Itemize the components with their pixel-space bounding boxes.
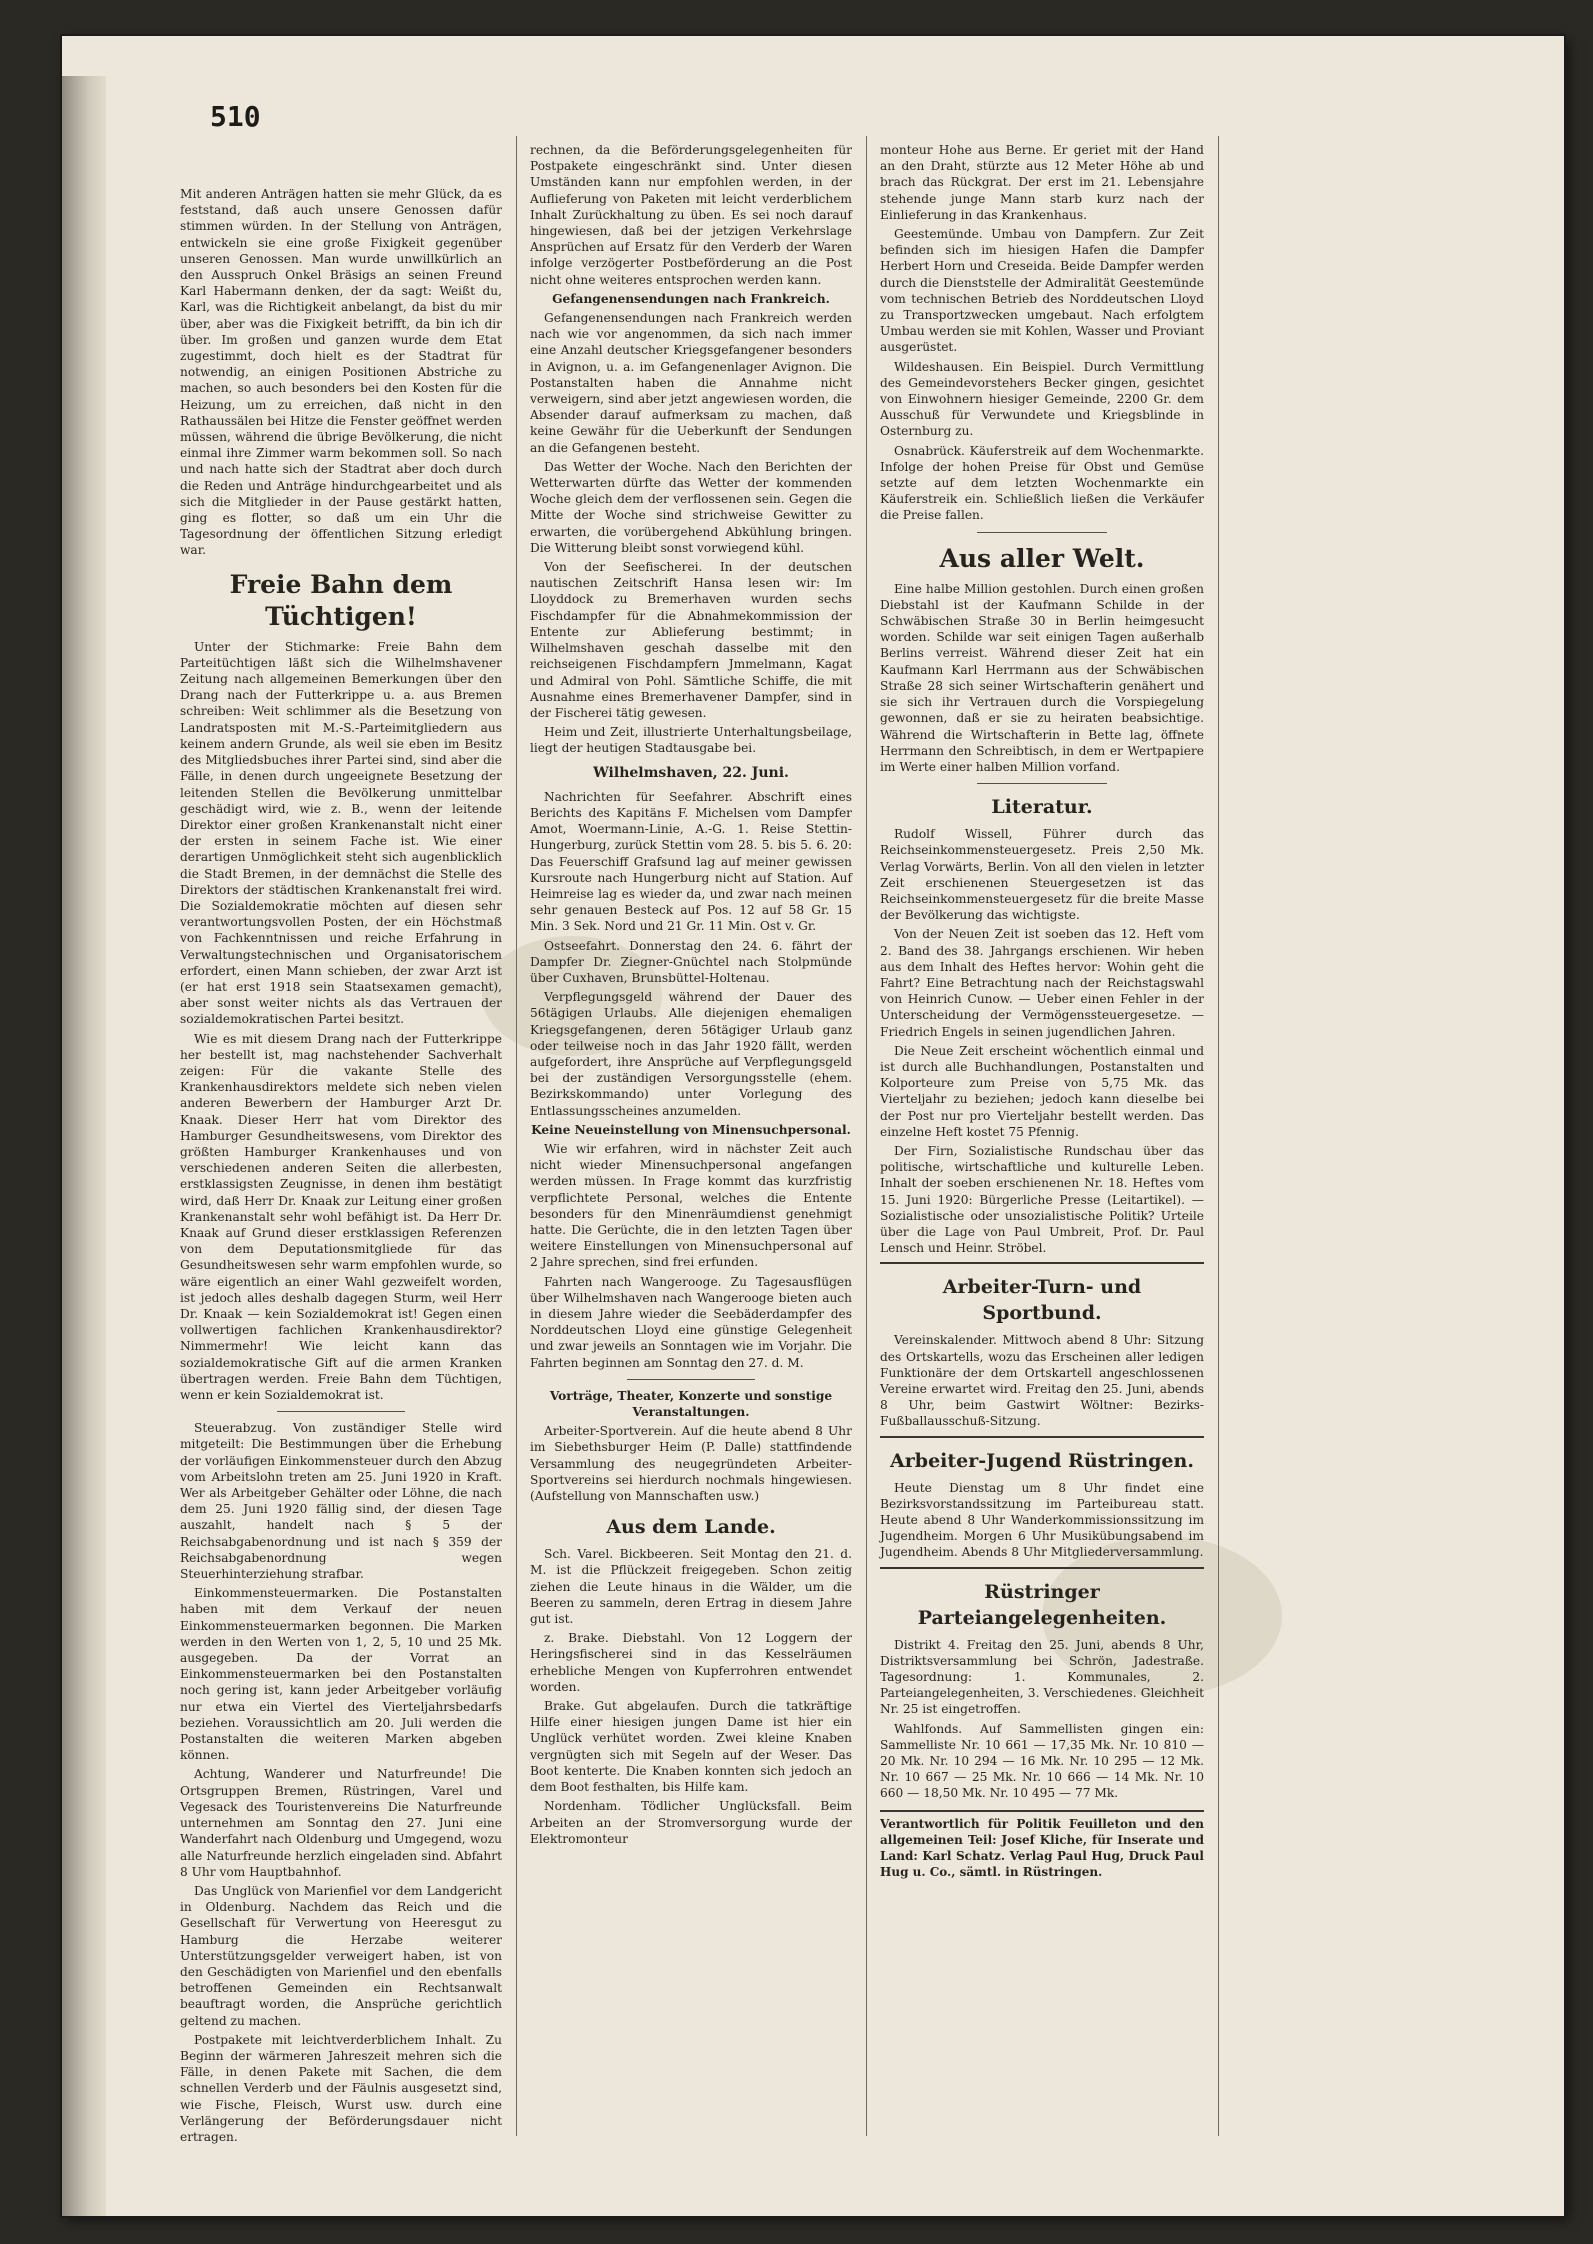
headline: Rüstringer Parteiangelegenheiten. [917, 1580, 1167, 1629]
subheading: Gefangenensendungen nach Frankreich. [552, 291, 830, 306]
article-text: rechnen, da die Beförderungsgelegenheiten für Postpakete eingeschränkt sind. Unter diesen Umständen kann nur empfohlen werden, in der Auflieferung von Paketen mit leicht verderblichem Inhalt Zurückhaltung zu üben. Es sei noch darauf hingewiesen, daß bei der jetzigen Verkehrslage Ansprüchen auf Ersatz für den Verderb der Waren infolge verzögerter Postbeförderung an die Post nicht ohne weiteres entsprochen werden kann. [530, 143, 852, 287]
section-rule [880, 1436, 1204, 1438]
headline: Arbeiter-Turn- und Sportbund. [942, 1276, 1142, 1325]
headline: Arbeiter-Jugend Rüstringen. [890, 1449, 1194, 1472]
article-text: Sch. Varel. Bickbeeren. Seit Montag den 21. d. M. ist die Pflückzeit freigegeben. Schon zeitig ziehen die Leute hinaus in die Wälder, um die Beeren zu sammeln, deren Ertrag in diesem Jahre gut ist. [530, 1547, 852, 1627]
column-rule [1218, 136, 1219, 2136]
article-text: Verpflegungsgeld während der Dauer des 56tägigen Urlaubs. Alle diejenigen ehemaligen Kriegsgefangenen, deren 56tägiger Urlaub ganz oder teilweise noch in das Jahr 1920 fällt, werden aufgefordert, ihre Ansprüche auf Verpflegungsgeld bei der zuständigen Versorgungsstelle (ehem. Bezirkskommando) unter Vorlegung des Entlassungsscheines anzumelden. [530, 990, 852, 1118]
article-text: Heute Dienstag um 8 Uhr findet eine Bezirksvorstandssitzung im Parteibureau statt. Heute abend 8 Uhr Wanderkommissionssitzung im Jugendheim. Morgen 6 Uhr Musikübungsabend im Jugendheim. Abends 8 Uhr Mitgliederversammlung. [880, 1480, 1204, 1560]
article-text: Distrikt 4. Freitag den 25. Juni, abends 8 Uhr, Distriktsversammlung bei Schrön, Jadestraße. Tagesordnung: 1. Kommunales, 2. Parteiangelegenheiten, 3. Verschiedenes. Gleichheit Nr. 25 ist eingetroffen. [880, 1637, 1204, 1717]
divider [627, 1379, 756, 1380]
article-text: Rudolf Wissell, Führer durch das Reichseinkommensteuergesetz. Preis 2,50 Mk. Verlag Vorwärts, Berlin. Von all den vielen in letzter Zeit erschienenen Steuergesetzen ist das Reichseinkommensteuergesetz für die breite Masse der Bevölkerung das wichtigste. [880, 827, 1204, 923]
column-3 [880, 142, 1204, 2126]
article-text: Nordenham. Tödlicher Unglücksfall. Beim Arbeiten an der Stromversorgung wurde der Elektromonteur [530, 1799, 852, 1846]
subheading: Vorträge, Theater, Konzerte und sonstige Veranstaltungen. [549, 1388, 833, 1420]
article-text: Das Unglück von Marienfiel vor dem Landgericht in Oldenburg. Nachdem das Reich und die Gesellschaft für Verwertung von Heeresgut zu Hamburg die Herzabe weiterer Unterstützungsgelder verweigert haben, ist von den Geschädigten von Marienfiel und den ebenfalls betroffenen Gemeinden ein Rechtsanwalt beauftragt worden, die Ansprüche gerichtlich geltend zu machen. [180, 1883, 502, 2028]
article-text: Wahlfonds. Auf Sammellisten gingen ein: Sammelliste Nr. 10 661 — 17,35 Mk. Nr. 10 810 — 20 Mk. Nr. 10 294 — 16 Mk. Nr. 10 295 — 12 Mk. Nr. 10 667 — 25 Mk. Nr. 10 666 — 14 Mk. Nr. 10 660 — 18,50 Mk. Nr. 10 495 — 77 Mk. [880, 1721, 1204, 1801]
article-text: Wie es mit diesem Drang nach der Futterkrippe her bestellt ist, mag nachstehender Sachverhalt zeigen: Für die vakante Stelle des Krankenhausdirektors meldete sich neben vielen anderen Bewerbern der Hamburger Arzt Dr. Knaak. Dieser Herr hat vom Direktor des Hamburger Gesundheitswesens, vom Direktor des größten Hamburger Krankenhauses und von verschiedenen anderen Seiten die allerbesten, erstklassigsten Zeugnisse, in denen ihm bestätigt wird, daß Herr Dr. Knaak zur Leitung einer großen Krankenanstalt sehr wohl befähigt ist. Da Herr Dr. Knaak auf Grund dieser erstklassigen Referenzen von dem Deputationsmitgliede für das Gesundheitswesen sehr warm empfohlen wurde, so wäre eigentlich an einer Wahl gezweifelt worden, ist jedoch alles deshalb dagegen Sturm, weil Herr Dr. Knaak — kein Sozialdemokrat ist! Gegen einen vollwertigen fachlichen Krankenhausdirektor? Nimmermehr! Wie leicht kann das sozialdemokratische Gift auf die armen Kranken übertragen werden. Freie Bahn dem Tüchtigen, wenn er kein Sozialdemokrat ist. [180, 1031, 502, 1403]
article-text: Heim und Zeit, illustrierte Unterhaltungsbeilage, liegt der heutigen Stadtausgabe bei. [530, 725, 852, 756]
page-number: 510 [210, 100, 261, 133]
article-text: monteur Hohe aus Berne. Er geriet mit der Hand an den Draht, stürzte aus 12 Meter Höhe ab und brach das Rückgrat. Der erst im 21. Lebensjahre stehende junge Mann starb kurz nach der Einlieferung in das Krankenhaus. [880, 143, 1204, 222]
column-2 [530, 142, 852, 2126]
article-text: z. Brake. Diebstahl. Von 12 Loggern der Heringsfischerei sind in das Kesselräumen erhebliche Mengen von Kupferrohren entwendet worden. [530, 1631, 852, 1694]
article-text: Eine halbe Million gestohlen. Durch einen großen Diebstahl ist der Kaufmann Schilde in der Schwäbischen Straße 30 in Berlin heimgesucht worden. Schilde war seit einigen Tagen außerhalb Berlins verreist. Während dieser Zeit hat ein Kaufmann Karl Herrmann aus der Schwäbischen Straße 28 sich seiner Wirtschafterin genähert und sie sich ihr Vertrauen durch die Vorspiegelung gewonnen, daß er sie zu heiraten beabsichtige. Während die Wirtschafterin in Bette lag, öffnete Herrmann den Schreibtisch, in dem er Wertpapiere im Werte einer halben Million vorfand. [880, 581, 1204, 774]
article-text: Postpakete mit leichtverderblichem Inhalt. Zu Beginn der wärmeren Jahreszeit mehren sich die Fälle, in denen Pakete mit Sachen, die dem schnellen Verderb und der Fäulnis ausgesetzt sind, wie Fische, Fleisch, Wurst usw. durch eine Verlängerung der Beförderungsdauer nicht ertragen. [180, 2032, 502, 2144]
article-text: Fahrten nach Wangerooge. Zu Tagesausflügen über Wilhelmshaven nach Wangerooge bieten auch in diesem Jahre wieder die Seebäderdampfer des Norddeutschen Lloyd eine günstige Gelegenheit und zwar jeweils an Sonntagen wie im Vorjahr. Die Fahrten beginnen am Sonntag den 27. d. M. [530, 1274, 852, 1370]
article-text: Geestemünde. Umbau von Dampfern. Zur Zeit befinden sich im hiesigen Hafen die Dampfer Herbert Horn und Creseida. Beide Dampfer werden durch die Dienststelle der Admiralität Geestemünde vom technischen Betrieb des Norddeutschen Lloyd zu Transportzwecken umgebaut. Nach erfolgtem Umbau werden sie mit Kohlen, Wasser und Proviant ausgerüstet. [880, 227, 1204, 355]
article-text: Brake. Gut abgelaufen. Durch die tatkräftige Hilfe einer hiesigen jungen Dame ist hier ein Unglück verhütet worden. Zwei kleine Knaben vergnügten sich mit Segeln auf der Weser. Das Boot kenterte. Die Knaben konnten sich jedoch an dem Boot festhalten, bis Hilfe kam. [530, 1699, 852, 1795]
article-text: Von der Seefischerei. In der deutschen nautischen Zeitschrift Hansa lesen wir: Im Lloyddock zu Bremerhaven wurden sechs Fischdampfer für die Abnahmekommission der Entente zur Ablieferung bestimmt; in Wilhelmshaven geschah dasselbe mit den reichseigenen Fischdampfern Jmmelmann, Kagat und Admiral von Pohl. Sämtliche Schiffe, die mit Ausnahme eines Bremerhavener Dampfer, sind in der Fischerei tätig gewesen. [530, 560, 852, 720]
headline: Literatur. [991, 796, 1093, 819]
article-text: Der Firn, Sozialistische Rundschau über das politische, wirtschaftliche und kulturelle Leben. Inhalt der soeben erschienenen Nr. 18. Heftes vom 15. Juni 1920: Bürgerliche Presse (Leitartikel). — Sozialistische oder unsozialistische Politik? Urteile über die Lage von Paul Umbreit, Prof. Dr. Paul Lensch und Heinr. Ströbel. [880, 1143, 1204, 1256]
article-text: Gefangenensendungen nach Frankreich werden nach wie vor angenommen, da sich nach immer eine Anzahl deutscher Kriegsgefangener besonders in Avignon, u. a. im Gefangenenlager Avignon. Die Postanstalten haben die Annahme nicht verweigern, sind aber jetzt angewiesen worden, die Absender darauf aufmerksam zu machen, daß keine Gewähr für die Ueberkunft der Sendungen an die Gefangenen besteht. [530, 311, 852, 455]
article-text: Von der Neuen Zeit ist soeben das 12. Heft vom 2. Band des 38. Jahrgangs erschienen. Wir heben aus dem Inhalt des Heftes hervor: Wohin geht die Fahrt? Eine Betrachtung nach der Reichstagswahl von Heinrich Cunow. — Ueber einen Fehler in der Unterscheidung der Vermögenssteuergesetze. — Friedrich Engels in seinen jugendlichen Jahren. [880, 927, 1204, 1039]
article-text: Arbeiter-Sportverein. Auf die heute abend 8 Uhr im Siebethsburger Heim (P. Dalle) stattfindende Versammlung des neugegründeten Arbeiter-Sportvereins sei hierdurch nochmals hingewiesen. (Aufstellung von Mannschaften usw.) [530, 1424, 852, 1504]
article-text: Steuerabzug. Von zuständiger Stelle wird mitgeteilt: Die Bestimmungen über die Erhebung der vorläufigen Einkommensteuer durch den Abzug vom Arbeitslohn treten am 25. Juni 1920 in Kraft. Wer als Arbeitgeber Gehälter oder Löhne, die nach dem 25. Juni 1920 fällig sind, der diesen Tage auszahlt, handelt nach § 5 der Reichsabgabenordnung und ist nach § 359 der Reichsabgabenordnung wegen Steuerhinterziehung strafbar. [180, 1421, 502, 1582]
article-text: Einkommensteuermarken. Die Postanstalten haben mit dem Verkauf der neuen Einkommensteuermarken begonnen. Die Marken werden in den Werten von 1, 2, 5, 10 und 25 Mk. ausgegeben. Da der Vorrat an Einkommensteuermarken bei den Postanstalten noch gering ist, kann jeder Arbeitgeber vorläufig nur etwa ein Viertel des Vierteljahrsbedarfs beziehen. Voraussichtlich am 20. Juli werden die Postanstalten die weiteren Marken abgeben können. [180, 1586, 502, 1763]
headline: Aus dem Lande. [606, 1516, 776, 1539]
article-text: Mit anderen Anträgen hatten sie mehr Glück, da es feststand, daß auch unsere Genossen dafür stimmen würden. In der Stellung von Anträgen, entwickeln sie eine große Fixigkeit gegenüber unseren Genossen. Man wurde unwillkürlich an den Ausspruch Onkel Bräsigs an seinen Freund Karl Habermann denken, der da sagt: Weißt du, Karl, was die Richtigkeit anbelangt, da bist du mir über, aber was die Fixigkeit betrifft, da bin ich dir über. Im großen und ganzen wurde dem Etat zugestimmt, doch hielt es der Stadtrat für notwendig, an einigen Positionen Abstriche zu machen, so auch besonders bei den Kosten für die Heizung, um zu erreichen, daß nicht in den Rathaussälen bei Hitze die Fenster geöffnet werden müssen, während die übrige Bevölkerung, die nicht einmal ihre Zimmer warm bekommen soll. So nach und nach hatte sich der Stadtrat aber doch durch die Reden und Anträge hindurchgearbeitet und als sich die Mitglieder in der Pause gestärkt hatten, ging es flotter, so daß um ein Uhr die Tagesordnung der öffentlichen Sitzung erledigt war. [180, 187, 502, 558]
article-text: Wie wir erfahren, wird in nächster Zeit auch nicht wieder Minensuchpersonal angefangen werden müssen. In Frage kommt das kurzfristig verpflichtete Personal, welches die Entente besonders für den Minenräumdienst genehmigt hatte. Die Gerüchte, die in den letzten Tagen über weitere Einstellungen von Minensuchpersonal auf 2 Jahre sprechen, sind frei erfunden. [530, 1141, 852, 1270]
article-text: Wildeshausen. Ein Beispiel. Durch Vermittlung des Gemeindevorstehers Becker gingen, gesichtet von Einwohnern hiesiger Gemeinde, 2200 Gr. dem Ausschuß für Verwundete und Kriegsblinde in Osternburg zu. [880, 359, 1204, 439]
article-text: Achtung, Wanderer und Naturfreunde! Die Ortsgruppen Bremen, Rüstringen, Varel und Vegesack des Touristenvereins Die Naturfreunde unternehmen am Sonntag den 27. Juni eine Wanderfahrt nach Oldenburg und Umgegend, wozu alle Naturfreunde herzlich eingeladen sind. Abfahrt 8 Uhr vom Hauptbahnhof. [180, 1767, 502, 1879]
article-text: Osnabrück. Käuferstreik auf dem Wochenmarkte. Infolge der hohen Preise für Obst und Gemüse setzte auf dem letzten Wochenmarkte ein Käuferstreik ein. Schließlich ließen die Verkäufer die Preise fallen. [880, 443, 1204, 523]
divider [977, 532, 1107, 533]
divider [977, 783, 1107, 784]
section-rule [880, 1567, 1204, 1569]
article-text: Unter der Stichmarke: Freie Bahn dem Parteitüchtigen läßt sich die Wilhelmshavener Zeitung nach allgemeinen Bemerkungen über den Drang nach der Futterkrippe u. a. aus Bremen schreiben: Weit schlimmer als die Besetzung von Landratsposten mit M.-S.-Parteimitgliedern aus keinem andern Grunde, als weil sie eben im Besitz des Mitgliedsbuches ihrer Partei sind, sind aber die Fälle, in denen durch ungeeignete Besetzung der leitenden Stellen die Bevölkerung unmittelbar geschädigt wird, wie z. B., wenn der leitende Direktor einer großen Krankenanstalt nicht einer der ersten in seinem Fache ist. Wie einer derartigen Unmöglichkeit steht sich augenblicklich die Stadt Bremen, in der demnächst die Stelle des Direktors der städtischen Krankenanstalt frei wird. Die Sozialdemokratie möchten auf diesen sehr verantwortungsvollen Posten, der ein Höchstmaß von Fachkenntnissen und reiche Erfahrung in Verwaltungstechnischen und Organisatorischem erfordert, einen Mann schieben, der zwar Arzt ist (er hat erst 1918 sein Staatsexamen gemacht), aber sonst weiter nichts als das Vertrauen der sozialdemokratischen Partei besitzt. [180, 639, 502, 1027]
page-binding-edge [62, 76, 106, 2216]
article-text: Nachrichten für Seefahrer. Abschrift eines Berichts des Kapitäns F. Michelsen vom Dampfer Amot, Woermann-Linie, A.-G. 1. Reise Stettin-Hungerburg, zurück Stettin vom 28. 5. bis 5. 6. 20: Das Feuerschiff Grafsund lag auf meiner gewissen Kursroute nach Hungerburg nicht auf Station. Auf Heimreise lag es wieder da, und zwar nach meinen sehr genauen Besteck auf Pos. 12 auf 58 Gr. 15 Min. 3 Sek. Nord und 21 Gr. 11 Min. Ost v. Gr. [530, 789, 852, 934]
newspaper-page [62, 36, 1564, 2216]
headline: Freie Bahn dem Tüchtigen! [229, 569, 453, 631]
article-text: Vereinskalender. Mittwoch abend 8 Uhr: Sitzung des Ortskartells, wozu das Erscheinen aller ledigen Funktionäre der dem Ortskartell angeschlossenen Vereine erwartet wird. Freitag den 25. Juni, abends 8 Uhr, beim Gastwirt Wöltner: Bezirks-Fußballausschuß-Sitzung. [880, 1333, 1204, 1429]
article-text: Die Neue Zeit erscheint wöchentlich einmal und ist durch alle Buchhandlungen, Postanstalten und Kolporteure zum Preise von 5,75 Mk. das Vierteljahr zu beziehen; jedoch kann dieselbe bei der Post nur pro Vierteljahr bestellt werden. Das einzelne Heft kostet 75 Pfennig. [880, 1043, 1204, 1139]
article-text: Das Wetter der Woche. Nach den Berichten der Wetterwarten dürfte das Wetter der kommenden Woche gleich dem der verflossenen sein. Gegen die Mitte der Woche sind strichweise Gewitter zu erwarten, die vorübergehend Abkühlung bringen. Die Witterung bleibt sonst vorwiegend kühl. [530, 459, 852, 555]
article-text: Ostseefahrt. Donnerstag den 24. 6. fährt der Dampfer Dr. Ziegner-Gnüchtel nach Stolpmünde über Cuxhaven, Brunsbüttel-Holtenau. [530, 938, 852, 985]
column-1 [180, 186, 502, 2144]
dateline: Wilhelmshaven, 22. Juni. [593, 764, 789, 781]
section-rule [880, 1262, 1204, 1264]
column-rule [516, 136, 517, 2136]
subheading: Keine Neueinstellung von Minensuchpersonal. [531, 1122, 851, 1137]
imprint: Verantwortlich für Politik Feuilleton und den allgemeinen Teil: Josef Kliche, für Inserate und Land: Karl Schatz. Verlag Paul Hug, Druck Paul Hug u. Co., sämtl. in Rüstringen. [880, 1810, 1204, 1881]
headline: Aus aller Welt. [939, 543, 1145, 573]
column-rule [866, 136, 867, 2136]
divider [277, 1411, 406, 1412]
